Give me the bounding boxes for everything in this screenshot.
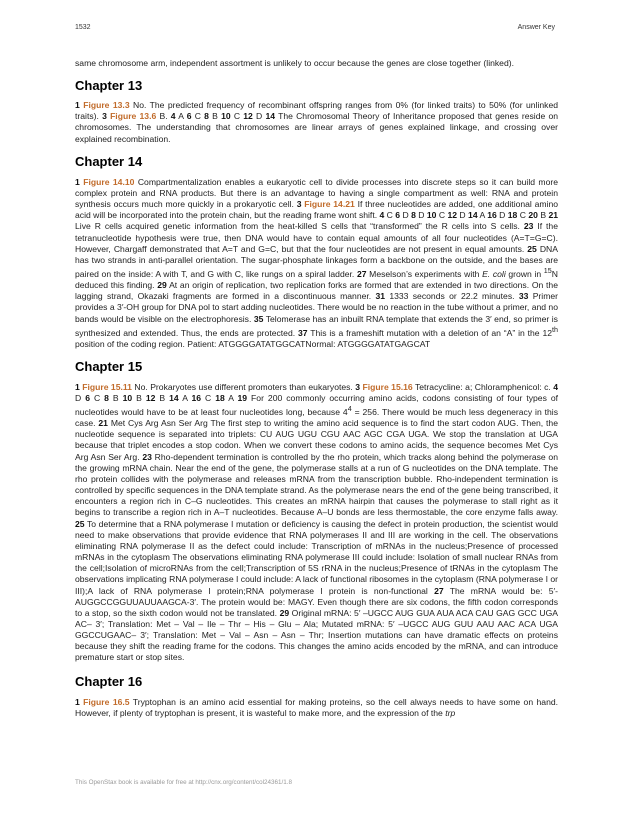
figure-14-10-link[interactable]: Figure 14.10: [83, 176, 135, 187]
chapter-14-heading: Chapter 14: [75, 153, 143, 169]
chapter-15-heading: Chapter 15: [75, 358, 143, 374]
answer-key-content: [75, 58, 558, 719]
figure-15-16-link[interactable]: Figure 15.16: [362, 381, 413, 392]
chapter-13-heading: Chapter 13: [75, 78, 143, 94]
running-title: Answer Key: [517, 24, 555, 31]
figure-13-6-link[interactable]: Figure 13.6: [110, 111, 157, 122]
figure-15-11-link[interactable]: Figure 15.11: [82, 381, 132, 392]
page-number: 1532: [75, 24, 91, 31]
figure-14-21-link[interactable]: Figure 14.21: [304, 199, 355, 210]
running-head: [75, 24, 555, 36]
chapter-16-heading: Chapter 16: [75, 673, 143, 689]
chapter-15-answers: 1 Figure 15.11 No. Prokaryotes use different promoters than eukaryotes. 3 Figure 15.16 Tetracycline: a; Chloramphenicol: c. 4 D 6 C 8 B 10 B 12 B 14 A 16 C 18 A 19 For 200 commonly occurring amino acids, codons consisting of four types of nucleotides would have to be at least four nucleotides long, because $4^4 = 256$. There would be much less degeneracy in this case. 21 Met Cys Arg Asn Ser Arg The first step to writing the amino acid sequence is to find the start codon AUG. Then, the nucleotide sequence is separated into triplets: CU AUG UGU CGU AAC AGC CGA UGA. We stop the translation at UGA because that triplet encodes a stop codon. When we convert these codons to amino acids, the sequence becomes Met Cys Arg Asn Ser Arg. 23 Rho-dependent termination is controlled by the rho protein, which tracks along behind the polymerase on the growing mRNA chain. Near the end of the gene, the polymerase stalls at a run of G nucleotides on the DNA template. The rho protein collides with the polymerase and releases mRNA from the transcription bubble. Rho-independent termination is controlled by specific sequences in the DNA template strand. As the polymerase nears the end of the gene being transcribed, it encounters a region rich in C–G nucleotides. This creates an mRNA hairpin that causes the polymerase to stall right as it begins to transcribe a region rich in A–T nucleotides. Because A–U bonds are less thermostable, the core enzyme falls away. 25 To determine that a RNA polymerase I mutation or deficiency is causing the defect in protein production, the scientist would need to make observations that provide evidence that RNA polymerases II and III are working in the cell. The observations eliminating RNA polymerase II as the defect could include: Transcription of mRNAs in the nucleus;Presence of processed mRNAs in the cytoplasm The observations eliminating RNA polymerase III could include: Isolation of small nuclear RNAs from the cell;Isolation of microRNAs from the cell;Transcription of 5S rRNA in the nucleus;Presence of tRNAs in the cytoplasm The observations implicating RNA polymerase I could include: A lack of functional ribosomes in the cytoplasm (RNA polymerase I or III);A lack of RNA polymerase I protein;RNA polymerase I protein is non-functional 27 The mRNA would be: 5′-AUGGCCGGUUAUUAAGCA-3′. The protein would be: MAGY. Even though there are six codons, the fifth codon corresponds to a stop, so the sixth codon would not be translated. 29 Original mRNA: 5′ –UGCC AUG GUA AUA ACA CAU GAG GCC UGA AC– 3′; Translation: Met – Val – Ile – Thr – His – Glu – Ala; Mutated mRNA: 5′ –UGCC AUG GUU AAU AAC ACA UGA GGCCUGAAC– 3′; Translation: Met – Val – Asn – Asn – Thr; Insertion mutations can have dramatic effects on proteins because they shift the reading frame for the codons. This changes the amino acids encoded by the mRNA, and can introduce premature start or stop sites.: [75, 381, 559, 663]
chapter-13-answers: 1 Figure 13.3 No. The predicted frequency of recombinant offspring ranges from 0% (for linked traits) to 50% (for unlinked traits). 3 Figure 13.6 B. 4 A 6 C 8 B 10 C 12 D 14 The Chromosomal Theory of Inheritance proposed that genes reside on chromosomes. The understanding that chromosomes are linear arrays of genes explained linkage, and crossing over explained recombination.: [75, 100, 559, 144]
figure-13-3-link[interactable]: Figure 13.3: [83, 100, 130, 111]
intro-paragraph: same chromosome arm, independent assortment is unlikely to occur because the genes are close together (linked).: [75, 58, 514, 68]
figure-16-5-link[interactable]: Figure 16.5: [83, 696, 130, 707]
page-footer: This OpenStax book is available for free at http://cnx.org/content/col24361/1.8: [75, 779, 293, 786]
chapter-16-answers: 1 Figure 16.5 Tryptophan is an amino acid essential for making proteins, so the cell always needs to have some on hand. However, if plenty of tryptophan is present, it is wasteful to make more, and the expression of the trp: [75, 696, 559, 718]
chapter-14-answers: 1 Figure 14.10 Compartmentalization enables a eukaryotic cell to divide processes into discrete steps so it can build more complex protein and RNA products. But there is an advantage to having a single compartment as well: RNA and protein synthesis occurs much more quickly in a prokaryotic cell. 3 Figure 14.21 If three nucleotides are added, one additional amino acid will be incorporated into the protein chain, but the reading frame wont shift. 4 C 6 D 8 D 10 C 12 D 14 A 16 D 18 C 20 B 21 Live R cells acquired genetic information from the heat-killed S cells that “transformed” the R cells into S cells. 23 If the tetranucleotide hypothesis were true, then DNA would have to contain equal amounts of all four nucleotides (A=T=G=C). However, Chargaff demonstrated that A=T and G=C, but that the four nucleotides are not present in equal amounts. 25 DNA has two strands in anti-parallel orientation. The sugar-phosphate linkages form a backbone on the outside, and the bases are paired on the inside: A with T, and G with C, like rungs on a spiral ladder. 27 Meselson’s experiments with E. coli grown in $^{15}$N deduced this finding. 29 At an origin of replication, two replication forks are formed that are extended in two directions. On the lagging strand, Okazaki fragments are formed in a discontinuous manner. 31 1333 seconds or 22.2 minutes. 33 Primer provides a 3′-OH group for DNA pol to start adding nucleotides. There would be no reaction in the tube without a primer, and no bands would be visible on the electrophoresis. 35 Telomerase has an inbuilt RNA template that extends the 3′ end, so primer is synthesized and extended. Thus, the ends are protected. 37 This is a frameshift mutation with a deletion of an “A” in the 12th position of the coding region. Patient: ATGGGGATATGGCATNormal: ATGGGGATATGAGCAT: [75, 176, 559, 349]
